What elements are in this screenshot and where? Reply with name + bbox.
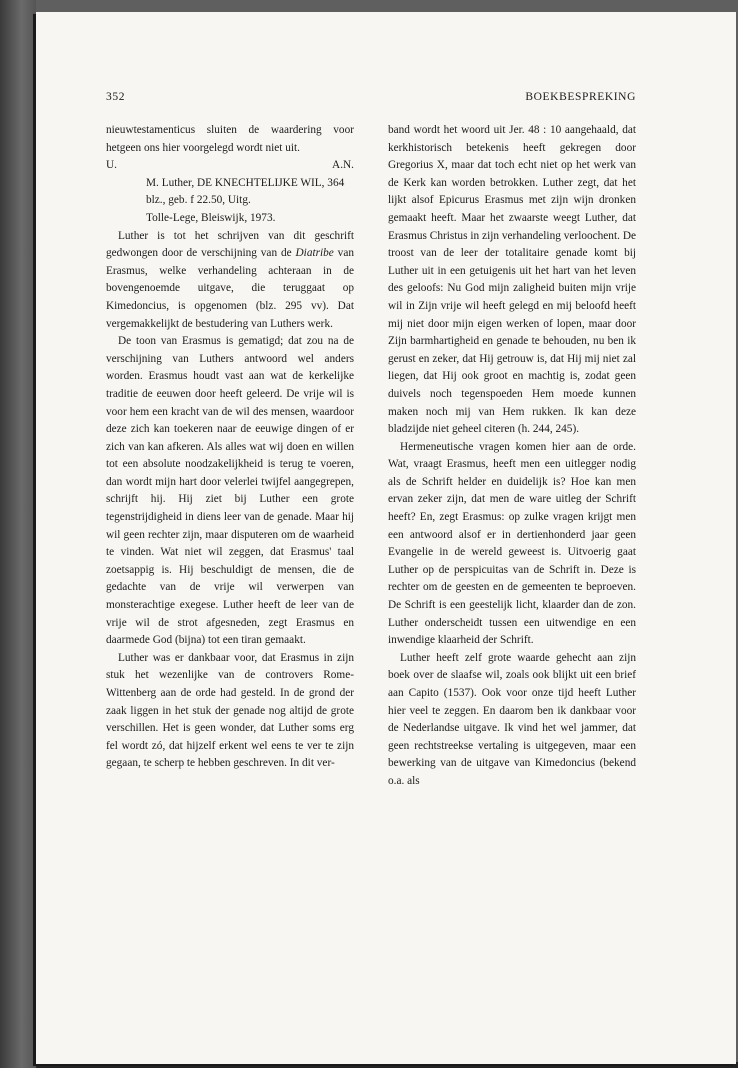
- review-heading: [106, 175, 354, 228]
- previous-review-closing: nieuwtestamenticus sluiten de waardering voor hetgeen ons hier voorgelegd wordt niet uit.: [106, 124, 354, 154]
- signature-left: U.: [106, 159, 117, 172]
- diatribe-title: Diatribe: [295, 247, 334, 260]
- scan-border-left: [0, 0, 36, 1068]
- right-paragraph-1: band wordt het woord uit Jer. 48 : 10 aangehaald, dat kerkhistorisch betekenis heeft gekregen door Gregorius X, maar dat toch echt niet op het werk van de Kerk kan worden betrokken. Luther zegt, dat het lijkt alsof Epicurus Erasmus met zijn wijn dronken gemaakt heeft. Maar het zwaarste weegt Luther, dat Erasmus Christus in zijn verhandeling verloochent. De troost van de leer der totalitaire genade komt bij Luther uit in een getuigenis uit het hart van het leven des geloofs: Nu God mijn zaligheid buiten mijn vrije wil in Zijn vrije wil heeft gelegd en mij beloofd heeft mij niet door mijn eigen werken of lopen, maar door Zijn barmhartigheid en genade te behouden, nu ben ik gerust en zeker, dat Hij getrouw is, dat Hij mij niet zal liegen, dat Hij ook groot en machtig is, zodat geen duivels noch tegenspoeden Hem moede kunnen maken noch mij van Hem rukken. Ik kan deze bladzijde niet geheel citeren (h. 244, 245).: [388, 124, 636, 436]
- right-paragraph-3: Luther heeft zelf grote waarde gehecht aan zijn boek over de slaafse wil, zoals ook blijkt uit een brief aan Capito (1537). Ook voor onze tijd heeft Luther hier veel te zeggen. En daarom ben ik dankbaar voor de Nederlandse uitgave. Ik vind het wel jammer, dat geen rechtstreekse vertaling is uitgegeven, maar een bewerking van de uitgave van Kimedoncius (bekend o.a. als: [388, 651, 636, 787]
- running-title: BOEKBESPREKING: [525, 91, 636, 103]
- right-paragraph-2: Hermeneutische vragen komen hier aan de orde. Wat, vraagt Erasmus, heeft men een uitlegger nodig als de Schrift helder en duidelijk is? Hoe kan men ervan zeker zijn, dat men de ware uitleg der Schrift heeft? En, zegt Erasmus: op zulke vragen krijgt men een antwoord alsof er in dertienhonderd jaar geen Evangelie in de wereld geweest is. Uitvoerig gaat Luther op de perspicuitas van de Schrift in. Deze is rechter om de geesten en de gemeenten te beproeven. De Schrift is een geestelijk licht, klaarder dan de zon. Luther onderscheidt tussen een uitwendige en een inwendige klaarheid der Schrift.: [388, 440, 636, 647]
- review-heading-line1: M. Luther, DE KNECHTELIJKE WIL, 364 blz., geb. f 22.50, Uitg.: [146, 176, 345, 207]
- previous-review-signature: [106, 157, 354, 175]
- left-column: [106, 122, 354, 773]
- left-p1-text-a: Luther is tot het schrijven van dit geschrift gedwongen door de verschijning van de: [106, 229, 354, 260]
- page-header: [106, 91, 636, 105]
- left-p1-text-b: van Erasmus, welke verhandeling achteraan in de bovengenoemde uitgave, die teruggaat op Kimedoncius, is opgenomen (blz. 295 vv). Dat vergemakkelijkt de bestudering van Luthers werk.: [106, 247, 354, 330]
- page-number: 352: [106, 91, 126, 103]
- signature-right: A.N.: [332, 159, 354, 172]
- left-paragraph-3: Luther was er dankbaar voor, dat Erasmus in zijn stuk het wezenlijke van de controvers Rome-Wittenberg aan de orde had gesteld. In de grond der zaak liggen in het stuk der genade nog altijd de grote verschillen. Het is geen wonder, dat Luther soms erg fel wordt zó, dat hijzelf erkent wel eens te ver te zijn gegaan, te scherp te hebben geschreven. In dit ver-: [106, 651, 354, 770]
- right-column: [388, 122, 636, 791]
- review-heading-line2: Tolle-Lege, Bleiswijk, 1973.: [146, 211, 276, 224]
- left-paragraph-2: De toon van Erasmus is gematigd; dat zou na de verschijning van Luthers antwoord wel anders worden. Erasmus houdt vast aan wat de kerkelijke traditie de eeuwen door heeft geleerd. De vrije wil is voor hem een kracht van de wil des mensen, waardoor deze zich kan toekeren naar de eeuwige dingen of er zich van kan afkeren. Als alles wat wij doen en willen tot een absolute noodzakelijkheid is terug te voeren, dan wordt mijn hart door velerlei twijfel aangegrepen, schrijft hij. Hij ziet bij Luther een grote tegenstrijdigheid in diens leer van de genade. Maar hij wil geen rechter zijn, maar disputeren om de waarheid te vinden. Wat niet wil zeggen, dat Erasmus' taal zoetsappig is. Hij beschuldigt de mensen, die de gedachte van de vrije wil verwerpen van monsterachtige exegese. Luther heeft de leer van de vrije wil de strot afgesneden, zegt Erasmus en daarmede God (bijna) tot een tiran gemaakt.: [106, 335, 354, 647]
- left-paragraph-1: [106, 228, 354, 334]
